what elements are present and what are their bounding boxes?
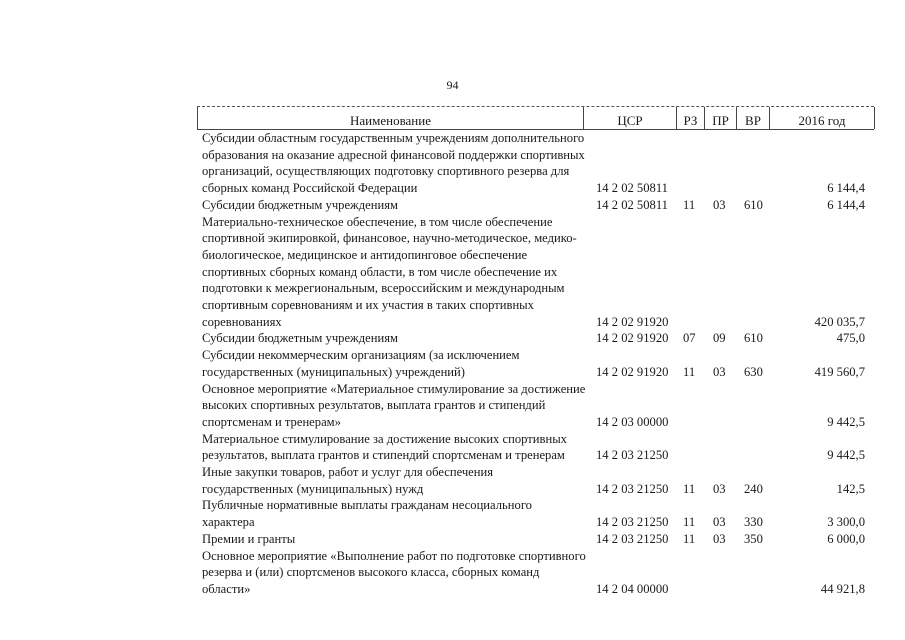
- row-name: Основное мероприятие «Материальное стимулирование за достижение высоких спортивных результатов, выплата грантов и стипендий спортсменам и тренерам»: [202, 381, 586, 429]
- row-amount: 420 035,7: [814, 314, 865, 329]
- row-rz: 11: [683, 364, 696, 379]
- row-csr: 14 2 02 91920: [596, 331, 669, 346]
- table-header: [197, 106, 874, 130]
- row-amount: 9 442,5: [827, 448, 865, 463]
- row-rz: 11: [683, 515, 696, 530]
- header-pr: ПР: [704, 107, 736, 129]
- row-name: Материально-техническое обеспечение, в том числе обеспечение спортивной экипировкой, финансовое, научно-методическое, медико-биологическое, медицинское и антидопинговое обеспечение спортивных сборных команд области, в том числе обеспечение их подготовки к межрегиональным, всероссийским и международным спортивным соревнованиям и их участия в таких спортивных соревнованиях: [202, 214, 577, 329]
- header-name: Наименование: [197, 107, 583, 129]
- row-amount: 6 000,0: [827, 531, 865, 546]
- row-amount: 6 144,4: [827, 181, 865, 196]
- row-csr: 14 2 02 50811: [596, 181, 668, 196]
- header-year: 2016 год: [769, 107, 875, 129]
- table-row: [0, 431, 905, 464]
- table-row: [0, 497, 905, 530]
- row-pr: 03: [713, 481, 726, 496]
- row-csr: 14 2 03 21250: [596, 448, 669, 463]
- row-rz: 11: [683, 481, 696, 496]
- row-name: Иные закупки товаров, работ и услуг для обеспечения государственных (муниципальных) нужд: [202, 465, 494, 496]
- table-row: [0, 548, 905, 598]
- row-csr: 14 2 02 50811: [596, 197, 668, 212]
- table-row: [0, 531, 905, 548]
- table-row: [0, 214, 905, 331]
- row-amount: 6 144,4: [827, 197, 865, 212]
- row-rz: 11: [683, 531, 696, 546]
- row-csr: 14 2 04 00000: [596, 581, 669, 596]
- row-name: Публичные нормативные выплаты гражданам несоциального характера: [202, 498, 532, 530]
- table-body: [0, 130, 905, 598]
- row-vr: 610: [744, 197, 763, 212]
- row-vr: 630: [744, 364, 763, 379]
- row-amount: 9 442,5: [827, 414, 865, 429]
- row-name: Субсидии бюджетным учреждениям: [202, 197, 398, 212]
- row-vr: 610: [744, 331, 763, 346]
- header-csr: ЦСР: [583, 107, 676, 129]
- table-row: [0, 330, 905, 347]
- row-pr: 03: [713, 364, 726, 379]
- row-name: Основное мероприятие «Выполнение работ по подготовке спортивного резерва и (или) спортсменов высокого класса, сборных команд области»: [202, 548, 586, 596]
- row-pr: 03: [713, 515, 726, 530]
- row-pr: 09: [713, 331, 726, 346]
- header-vr: ВР: [736, 107, 769, 129]
- row-csr: 14 2 02 91920: [596, 364, 669, 379]
- row-name: Субсидии бюджетным учреждениям: [202, 331, 398, 346]
- table-row: [0, 197, 905, 214]
- row-rz: 07: [683, 331, 696, 346]
- page-number: 94: [446, 78, 459, 92]
- row-name: Материальное стимулирование за достижение высоких спортивных результатов, выплата грантов и стипендий спортсменам и тренерам: [202, 431, 567, 463]
- table-row: [0, 347, 905, 380]
- row-amount: 44 921,8: [820, 581, 865, 596]
- table-row: [0, 381, 905, 431]
- row-pr: 03: [713, 531, 726, 546]
- header-rz: РЗ: [676, 107, 704, 129]
- row-rz: 11: [683, 197, 696, 212]
- row-amount: 3 300,0: [827, 515, 865, 530]
- row-csr: 14 2 03 21250: [596, 531, 669, 546]
- row-name: Субсидии некоммерческим организациям (за исключением государственных (муниципальных) учреждений): [202, 348, 520, 379]
- row-csr: 14 2 03 21250: [596, 481, 669, 496]
- row-vr: 240: [744, 481, 763, 496]
- row-vr: 330: [744, 515, 763, 530]
- row-csr: 14 2 02 91920: [596, 314, 669, 329]
- row-name: Премии и гранты: [202, 531, 296, 546]
- row-name: Субсидии областным государственным учреждениям дополнительного образования на оказание адресной финансовой поддержки спортивных организаций, осуществляющих подготовку спортивного резерва для сборных команд Российской Федерации: [202, 131, 585, 196]
- row-pr: 03: [713, 197, 726, 212]
- row-vr: 350: [744, 531, 763, 546]
- table-row: [0, 130, 905, 197]
- row-amount: 475,0: [836, 331, 865, 346]
- row-csr: 14 2 03 00000: [596, 414, 669, 429]
- table-row: [0, 464, 905, 497]
- row-csr: 14 2 03 21250: [596, 515, 669, 530]
- row-amount: 419 560,7: [814, 364, 865, 379]
- row-amount: 142,5: [836, 481, 865, 496]
